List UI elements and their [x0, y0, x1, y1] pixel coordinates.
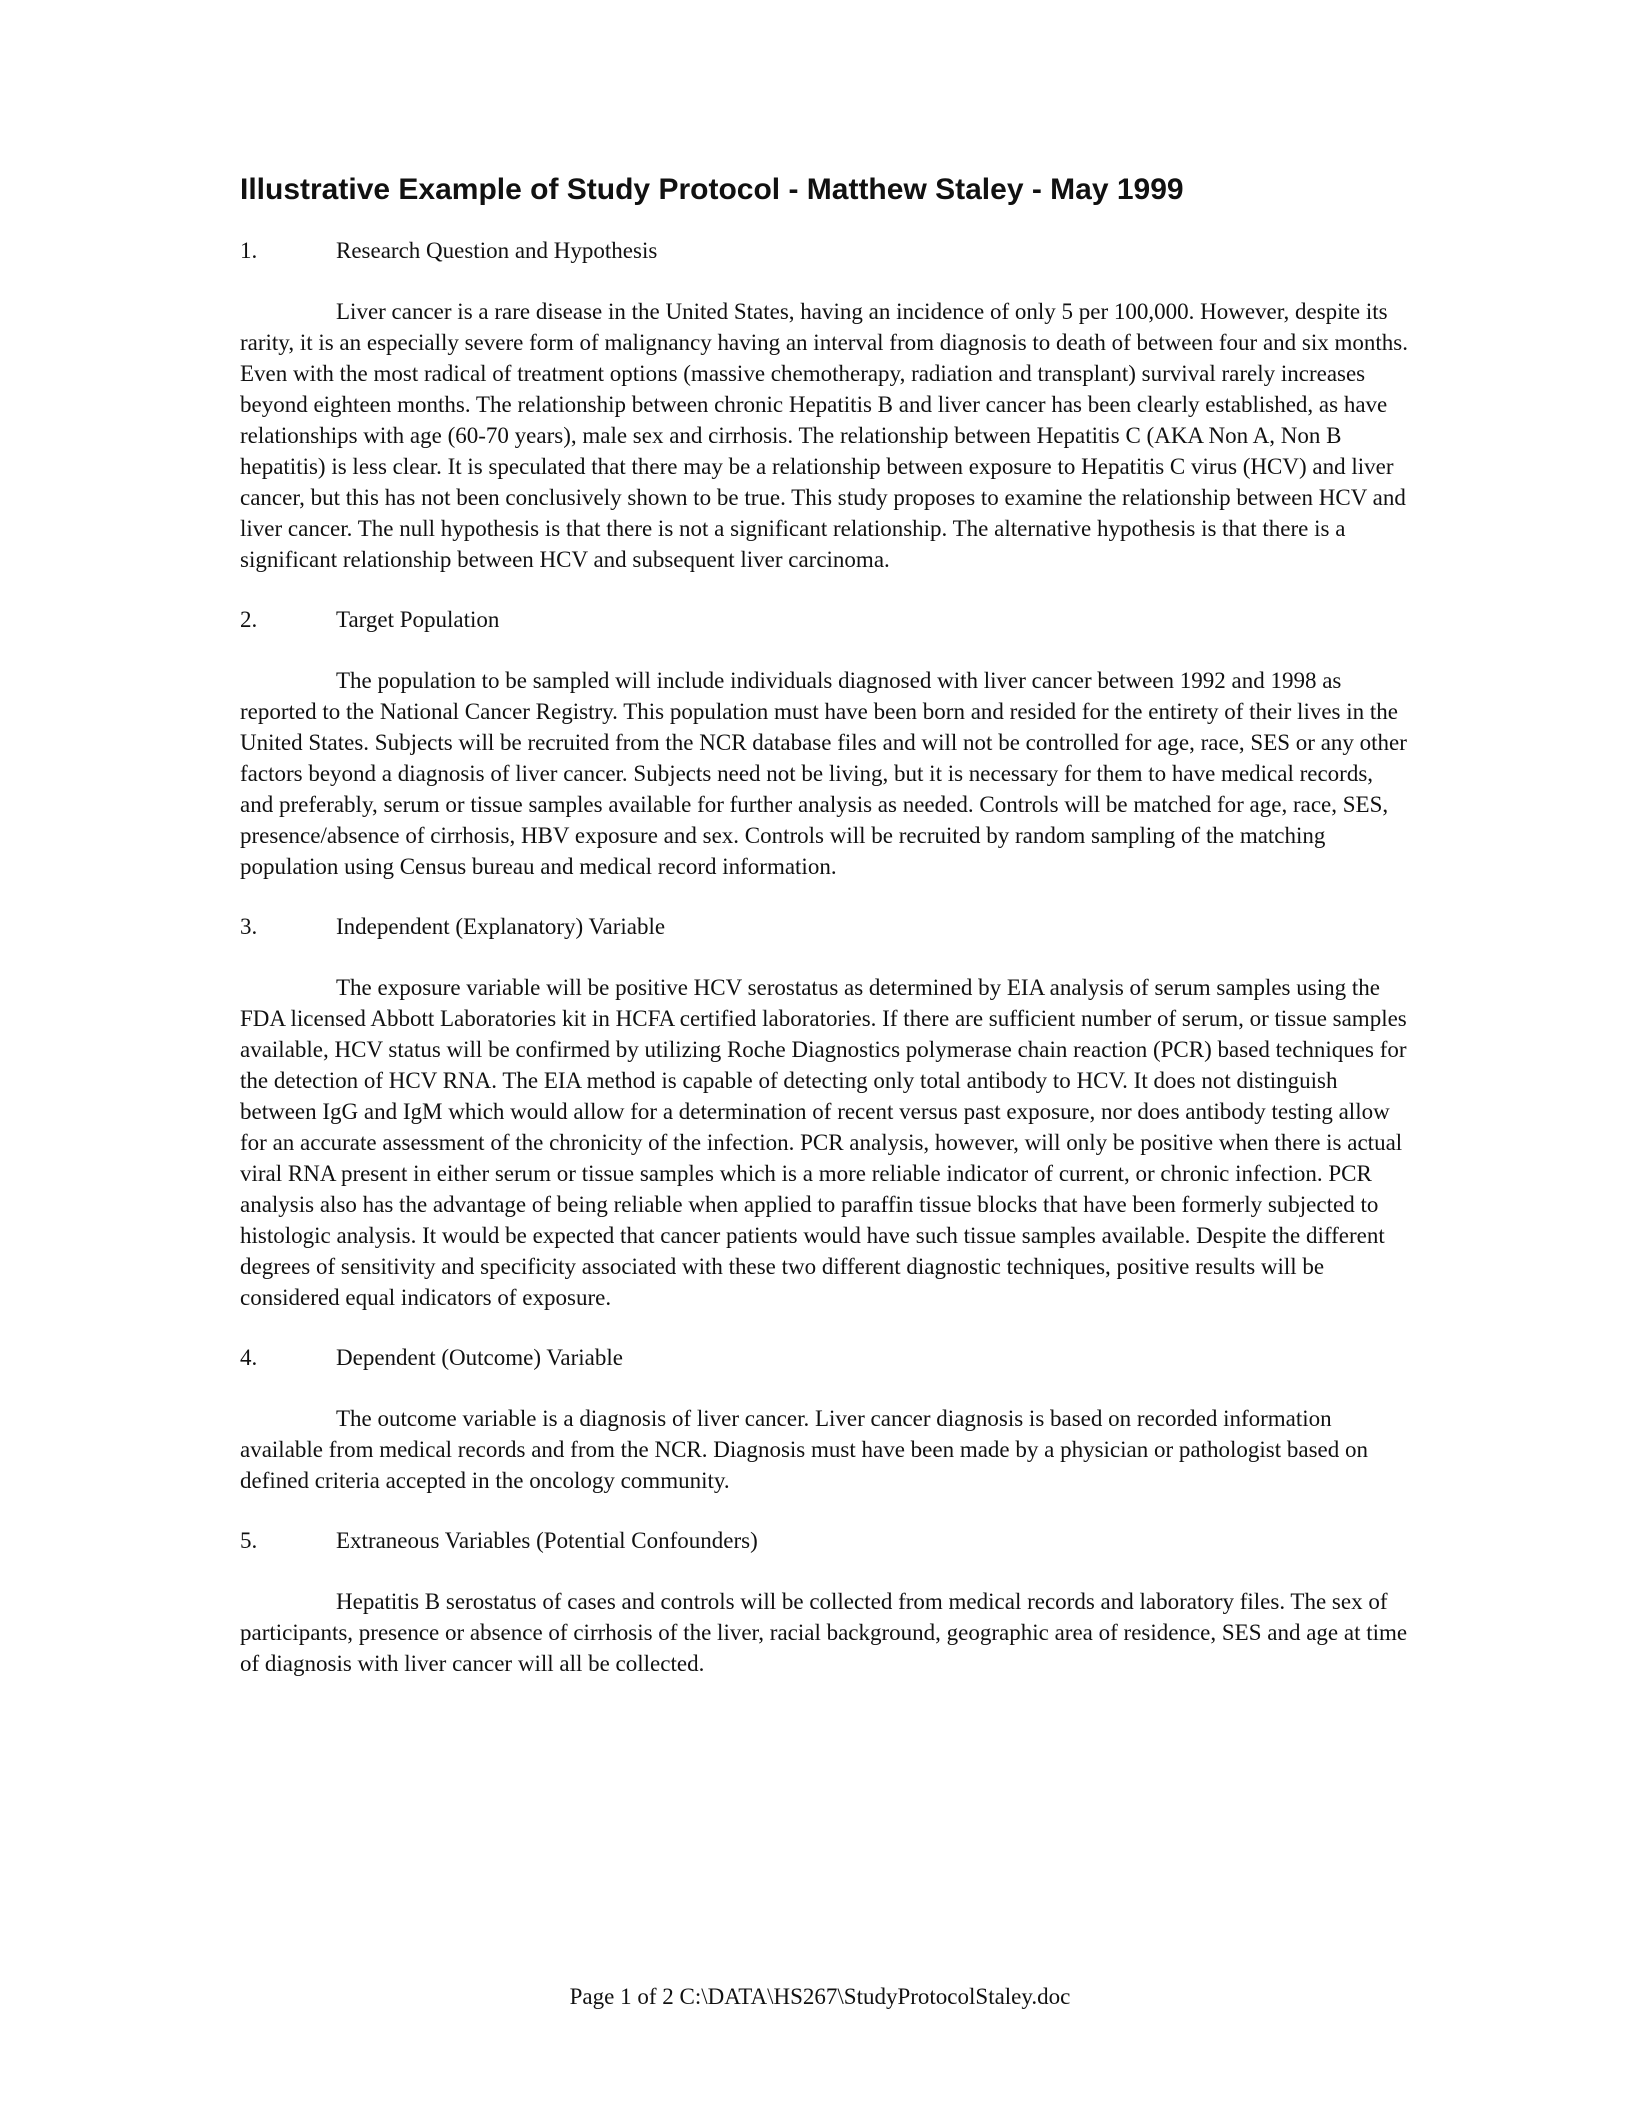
section-title: Dependent (Outcome) Variable	[336, 1345, 623, 1370]
section-title: Research Question and Hypothesis	[336, 238, 658, 263]
section-body-4: The outcome variable is a diagnosis of liver cancer. Liver cancer diagnosis is based on recorded information available from medical records and from the NCR. Diagnosis must have been made by a physician or pathologist based on defined criteria accepted in the oncology community.	[240, 1406, 1368, 1493]
section-number: 3.	[240, 914, 258, 939]
section-heading-4	[240, 1343, 1410, 1373]
section-heading-3	[240, 912, 1410, 942]
document-title: Illustrative Example of Study Protocol - Matthew Staley - May 1999	[240, 173, 1184, 206]
section-number: 2.	[240, 607, 258, 632]
page-footer: Page 1 of 2 C:\DATA\HS267\StudyProtocolStaley.doc	[569, 1984, 1071, 2009]
section-number: 1.	[240, 238, 258, 263]
section-title: Independent (Explanatory) Variable	[336, 914, 666, 939]
section-body-1: Liver cancer is a rare disease in the United States, having an incidence of only 5 per 100,000. However, despite its rarity, it is an especially severe form of malignancy having an interval from diagnosis to death of between four and six months. Even with the most radical of treatment options (massive chemotherapy, radiation and transplant) survival rarely increases beyond eighteen months. The relationship between chronic Hepatitis B and liver cancer has been clearly established, as have relationships with age (60-70 years), male sex and cirrhosis. The relationship between Hepatitis C (AKA Non A, Non B hepatitis) is less clear. It is speculated that there may be a relationship between exposure to Hepatitis C virus (HCV) and liver cancer, but this has not been conclusively shown to be true. This study proposes to examine the relationship between HCV and liver cancer. The null hypothesis is that there is not a significant relationship. The alternative hypothesis is that there is a significant relationship between HCV and subsequent liver carcinoma.	[240, 299, 1408, 572]
section-number: 5.	[240, 1528, 258, 1553]
document-page	[240, 170, 1410, 1709]
section-heading-2	[240, 605, 1410, 635]
section-title: Extraneous Variables (Potential Confounders)	[336, 1528, 758, 1553]
section-body-2: The population to be sampled will include individuals diagnosed with liver cancer between 1992 and 1998 as reported to the National Cancer Registry. This population must have been born and resided for the entirety of their lives in the United States. Subjects will be recruited from the NCR database files and will not be controlled for age, race, SES or any other factors beyond a diagnosis of liver cancer. Subjects need not be living, but it is necessary for them to have medical records, and preferably, serum or tissue samples available for further analysis as needed. Controls will be matched for age, race, SES, presence/absence of cirrhosis, HBV exposure and sex. Controls will be recruited by random sampling of the matching population using Census bureau and medical record information.	[240, 668, 1407, 879]
section-heading-5	[240, 1526, 1410, 1556]
section-body-3: The exposure variable will be positive HCV serostatus as determined by EIA analysis of serum samples using the FDA licensed Abbott Laboratories kit in HCFA certified laboratories. If there are sufficient number of serum, or tissue samples available, HCV status will be confirmed by utilizing Roche Diagnostics polymerase chain reaction (PCR) based techniques for the detection of HCV RNA. The EIA method is capable of detecting only total antibody to HCV. It does not distinguish between IgG and IgM which would allow for a determination of recent versus past exposure, nor does antibody testing allow for an accurate assessment of the chronicity of the infection. PCR analysis, however, will only be positive when there is actual viral RNA present in either serum or tissue samples which is a more reliable indicator of current, or chronic infection. PCR analysis also has the advantage of being reliable when applied to paraffin tissue blocks that have been formerly subjected to histologic analysis. It would be expected that cancer patients would have such tissue samples available. Despite the different degrees of sensitivity and specificity associated with these two different diagnostic techniques, positive results will be considered equal indicators of exposure.	[240, 975, 1407, 1310]
section-heading-1	[240, 236, 1410, 266]
section-number: 4.	[240, 1345, 258, 1370]
section-title: Target Population	[336, 607, 500, 632]
section-body-5: Hepatitis B serostatus of cases and controls will be collected from medical records and laboratory files. The sex of participants, presence or absence of cirrhosis of the liver, racial background, geographic area of residence, SES and age at time of diagnosis with liver cancer will all be collected.	[240, 1589, 1408, 1676]
